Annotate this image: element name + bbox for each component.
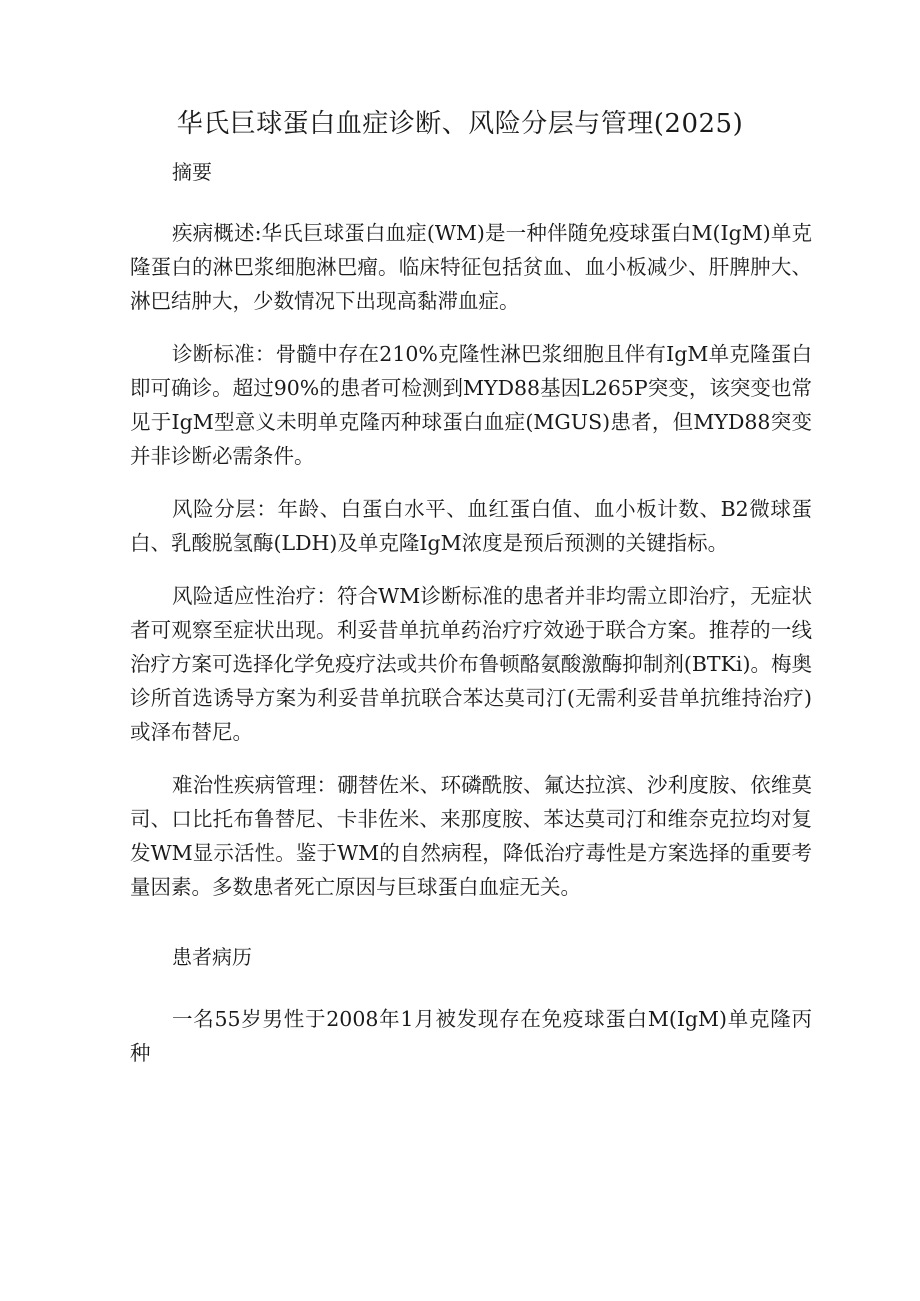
document-title: 华氏巨球蛋白血症诊断、风险分层与管理(2025) — [176, 109, 744, 139]
risk-stratification-paragraph: 风险分层：年龄、白蛋白水平、血红蛋白值、血小板计数、B2微球蛋白、乳酸脱氢酶(LDH)及单克隆IgM浓度是预后预测的关键指标。 — [130, 497, 812, 555]
treatment-paragraph: 风险适应性治疗：符合WM诊断标准的患者并非均需立即治疗，无症状者可观察至症状出现。利妥昔单抗单药治疗疗效逊于联合方案。推荐的一线治疗方案可选择化学免疫疗法或共价布鲁顿酪氨酸激酶抑制剂(BTKi)。梅奥诊所首选诱导方案为利妥昔单抗联合苯达莫司汀(无需利妥昔单抗维持治疗)或泽布替尼。 — [130, 584, 812, 744]
document-body — [130, 160, 812, 1070]
refractory-management-paragraph: 难治性疾病管理：硼替佐米、环磷酰胺、氟达拉滨、沙利度胺、依维莫司、口比托布鲁替尼、卡非佐米、来那度胺、苯达莫司汀和维奈克拉均对复发WM显示活性。鉴于WM的自然病程，降低治疗毒性是方案选择的重要考量因素。多数患者死亡原因与巨球蛋白血症无关。 — [130, 773, 812, 899]
overview-paragraph: 疾病概述:华氏巨球蛋白血症(WM)是一种伴随免疫球蛋白M(IgM)单克隆蛋白的淋巴浆细胞淋巴瘤。临床特征包括贫血、血小板减少、肝脾肿大、淋巴结肿大，少数情况下出现高黏滞血症。 — [130, 221, 812, 313]
diagnosis-paragraph: 诊断标准：骨髓中存在210%克隆性淋巴浆细胞且伴有IgM单克隆蛋白即可确诊。超过90%的患者可检测到MYD88基因L265P突变，该突变也常见于IgM型意义未明单克隆丙种球蛋白血症(MGUS)患者，但MYD88突变并非诊断必需条件。 — [130, 342, 812, 468]
patient-history-heading: 患者病历 — [172, 945, 252, 969]
patient-history-paragraph: 一名55岁男性于2008年1月被发现存在免疫球蛋白M(IgM)单克隆丙种 — [130, 1007, 812, 1065]
abstract-heading: 摘要 — [172, 160, 212, 184]
